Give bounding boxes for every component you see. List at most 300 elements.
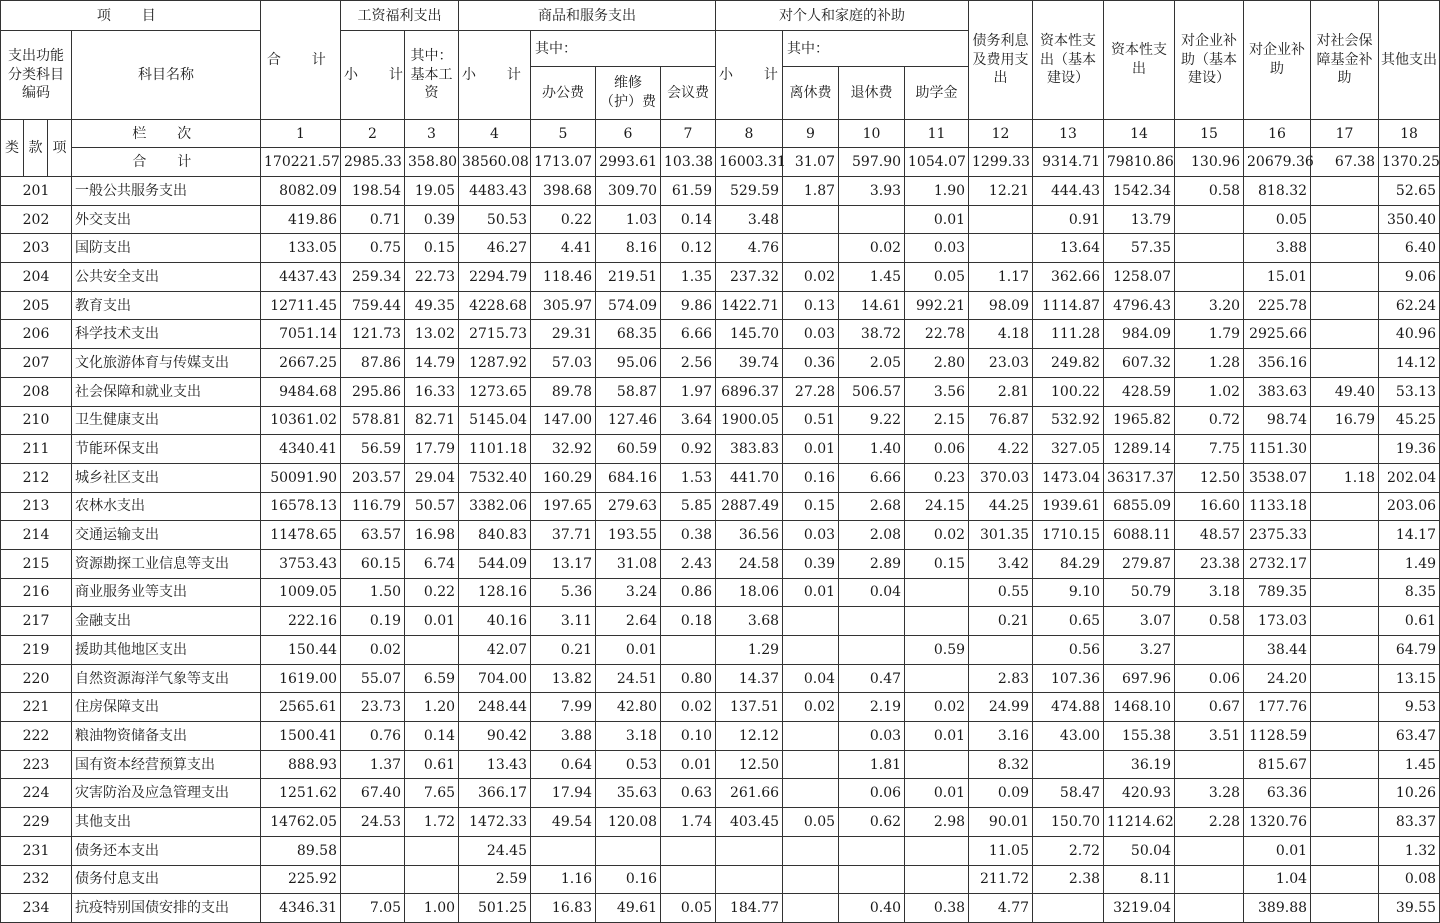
value-cell [1311,722,1379,751]
value-cell: 87.86 [341,349,405,378]
column-number: 5 [531,120,596,148]
value-cell: 36.19 [1104,750,1175,779]
value-cell: 0.72 [1175,406,1244,435]
value-cell [783,636,839,665]
kuan-label: 款 [24,120,48,177]
subject-name: 抗疫特别国债安排的支出 [72,894,261,923]
value-cell: 0.02 [905,521,969,550]
column-number: 7 [661,120,716,148]
table-row [1,521,1440,550]
value-cell: 0.10 [661,722,716,751]
social-security-subsidy-header: 对社会保障基金补助 [1311,1,1379,120]
value-cell: 0.01 [905,779,969,808]
value-cell: 5.85 [661,492,716,521]
value-cell: 173.03 [1244,607,1311,636]
value-cell: 1.04 [1244,865,1311,894]
value-cell: 9.86 [661,291,716,320]
value-cell [905,578,969,607]
table-row [1,607,1440,636]
value-cell: 1.16 [531,865,596,894]
value-cell: 1128.59 [1244,722,1311,751]
value-cell [405,636,459,665]
value-cell: 3538.07 [1244,463,1311,492]
value-cell: 67.40 [341,779,405,808]
value-cell: 0.15 [905,549,969,578]
value-cell: 40.96 [1379,320,1440,349]
value-cell: 398.68 [531,177,596,206]
value-cell: 50.57 [405,492,459,521]
value-cell: 12711.45 [261,291,341,320]
value-cell: 0.01 [783,435,839,464]
value-cell: 0.05 [783,808,839,837]
function-code: 220 [1,664,72,693]
value-cell: 31.08 [596,549,661,578]
value-cell: 23.73 [341,693,405,722]
value-cell [783,750,839,779]
function-code: 223 [1,750,72,779]
value-cell: 0.14 [405,722,459,751]
value-cell: 789.35 [1244,578,1311,607]
value-cell: 19.05 [405,177,459,206]
column-order-row [1,120,1440,148]
value-cell: 1.03 [596,205,661,234]
value-cell: 2.56 [661,349,716,378]
value-cell: 203.57 [341,463,405,492]
value-cell [839,607,905,636]
value-cell [1311,808,1379,837]
value-cell [661,865,716,894]
other-expenditure-header: 其他支出 [1379,1,1440,120]
name-header: 科目名称 [72,31,261,120]
total-cell: 1054.07 [905,148,969,177]
value-cell: 7.99 [531,693,596,722]
value-cell: 3.88 [1244,234,1311,263]
value-cell [1033,750,1104,779]
value-cell: 3.24 [596,578,661,607]
enterprise-subsidy-basic-header: 对企业补助（基本建设） [1175,1,1244,120]
value-cell [1311,320,1379,349]
value-cell: 1.40 [839,435,905,464]
value-cell [1311,636,1379,665]
table-row [1,894,1440,923]
value-cell: 301.35 [969,521,1033,550]
value-cell: 383.63 [1244,377,1311,406]
value-cell: 4340.41 [261,435,341,464]
value-cell: 0.03 [783,521,839,550]
value-cell: 0.38 [661,521,716,550]
value-cell: 0.36 [783,349,839,378]
value-cell: 13.64 [1033,234,1104,263]
value-cell: 225.92 [261,865,341,894]
value-cell: 24.58 [716,549,783,578]
column-number: 8 [716,120,783,148]
value-cell: 60.15 [341,549,405,578]
column-number: 17 [1311,120,1379,148]
value-cell: 38.72 [839,320,905,349]
value-cell: 13.17 [531,549,596,578]
subject-name: 资源勘探工业信息等支出 [72,549,261,578]
value-cell: 0.16 [596,865,661,894]
value-cell: 61.59 [661,177,716,206]
value-cell: 2294.79 [459,263,531,292]
value-cell: 0.58 [1175,177,1244,206]
value-cell: 49.54 [531,808,596,837]
subject-name: 债务付息支出 [72,865,261,894]
value-cell: 0.16 [783,463,839,492]
value-cell: 8.35 [1379,578,1440,607]
value-cell: 0.23 [905,463,969,492]
value-cell: 5145.04 [459,406,531,435]
value-cell: 50.04 [1104,836,1175,865]
value-cell: 7.65 [405,779,459,808]
value-cell: 0.21 [969,607,1033,636]
column-number: 16 [1244,120,1311,148]
value-cell: 18.06 [716,578,783,607]
column-number: 6 [596,120,661,148]
value-cell: 36317.37 [1104,463,1175,492]
xiang-label: 项 [48,120,72,177]
value-cell: 3219.04 [1104,894,1175,923]
value-cell: 1.35 [661,263,716,292]
column-number: 18 [1379,120,1440,148]
subject-name: 科学技术支出 [72,320,261,349]
value-cell [1311,607,1379,636]
table-row [1,779,1440,808]
value-cell: 89.58 [261,836,341,865]
value-cell: 1.97 [661,377,716,406]
value-cell: 1.50 [341,578,405,607]
value-cell: 0.39 [783,549,839,578]
value-cell: 11214.62 [1104,808,1175,837]
value-cell: 50.79 [1104,578,1175,607]
value-cell: 6.40 [1379,234,1440,263]
function-code: 234 [1,894,72,923]
value-cell: 0.21 [531,636,596,665]
value-cell: 111.28 [1033,320,1104,349]
value-cell: 120.08 [596,808,661,837]
value-cell: 1.45 [1379,750,1440,779]
value-cell [905,750,969,779]
value-cell: 428.59 [1104,377,1175,406]
subject-name: 社会保障和就业支出 [72,377,261,406]
value-cell: 697.96 [1104,664,1175,693]
value-cell: 684.16 [596,463,661,492]
value-cell: 501.25 [459,894,531,923]
column-number: 10 [839,120,905,148]
total-cell: 1370.25 [1379,148,1440,177]
value-cell: 840.83 [459,521,531,550]
function-code: 211 [1,435,72,464]
value-cell: 0.86 [661,578,716,607]
value-cell [716,865,783,894]
value-cell [783,205,839,234]
value-cell: 1258.07 [1104,263,1175,292]
value-cell: 24.15 [905,492,969,521]
value-cell: 8.16 [596,234,661,263]
value-cell: 2.08 [839,521,905,550]
value-cell [1311,521,1379,550]
value-cell: 0.02 [783,693,839,722]
subject-name: 教育支出 [72,291,261,320]
grand-total-row [1,148,1440,177]
value-cell: 198.54 [341,177,405,206]
value-cell [969,234,1033,263]
value-cell: 259.34 [341,263,405,292]
function-code: 214 [1,521,72,550]
value-cell: 2.59 [459,865,531,894]
subject-name: 金融支出 [72,607,261,636]
value-cell: 0.53 [596,750,661,779]
value-cell: 0.22 [405,578,459,607]
value-cell: 4.22 [969,435,1033,464]
value-cell: 0.05 [905,263,969,292]
value-cell [783,865,839,894]
value-cell: 52.65 [1379,177,1440,206]
value-cell: 0.06 [1175,664,1244,693]
value-cell: 2925.66 [1244,320,1311,349]
value-cell [596,836,661,865]
value-cell [783,779,839,808]
value-cell: 3.28 [1175,779,1244,808]
value-cell: 992.21 [905,291,969,320]
value-cell: 1.29 [716,636,783,665]
code-header: 支出功能分类科目编码 [1,31,72,120]
value-cell [1311,435,1379,464]
value-cell: 50.53 [459,205,531,234]
function-code: 208 [1,377,72,406]
subsidy-of-which-header: 其中： [783,31,969,67]
subject-name: 自然资源海洋气象等支出 [72,664,261,693]
value-cell: 4346.31 [261,894,341,923]
value-cell: 0.55 [969,578,1033,607]
subject-name: 债务还本支出 [72,836,261,865]
value-cell: 1289.14 [1104,435,1175,464]
value-cell [341,865,405,894]
value-cell: 888.93 [261,750,341,779]
value-cell: 389.88 [1244,894,1311,923]
value-cell: 0.01 [405,607,459,636]
value-cell: 356.16 [1244,349,1311,378]
value-cell: 4228.68 [459,291,531,320]
scholarship-header: 助学金 [905,67,969,120]
table-row [1,750,1440,779]
table-row [1,435,1440,464]
value-cell: 90.01 [969,808,1033,837]
value-cell [783,836,839,865]
value-cell: 1151.30 [1244,435,1311,464]
value-cell: 2887.49 [716,492,783,521]
value-cell: 532.92 [1033,406,1104,435]
value-cell: 0.01 [596,636,661,665]
value-cell [1311,664,1379,693]
value-cell: 76.87 [969,406,1033,435]
value-cell: 89.78 [531,377,596,406]
capital-basic-header: 资本性支出（基本建设） [1033,1,1104,120]
retire-leave-fee-header: 离休费 [783,67,839,120]
value-cell: 0.15 [783,492,839,521]
value-cell: 420.93 [1104,779,1175,808]
value-cell: 6896.37 [716,377,783,406]
value-cell: 16.83 [531,894,596,923]
total-cell: 31.07 [783,148,839,177]
value-cell: 36.56 [716,521,783,550]
value-cell: 9.53 [1379,693,1440,722]
total-cell: 103.38 [661,148,716,177]
value-cell: 1.02 [1175,377,1244,406]
value-cell [1175,263,1244,292]
value-cell: 37.71 [531,521,596,550]
table-row [1,234,1440,263]
value-cell: 3.07 [1104,607,1175,636]
value-cell: 0.02 [783,263,839,292]
table-row [1,492,1440,521]
value-cell: 1251.62 [261,779,341,808]
value-cell: 2.28 [1175,808,1244,837]
table-row [1,463,1440,492]
value-cell: 177.76 [1244,693,1311,722]
value-cell: 279.63 [596,492,661,521]
value-cell: 63.57 [341,521,405,550]
value-cell: 2375.33 [1244,521,1311,550]
value-cell: 1422.71 [716,291,783,320]
value-cell: 0.92 [661,435,716,464]
value-cell: 1.87 [783,177,839,206]
value-cell: 1.17 [969,263,1033,292]
value-cell: 83.37 [1379,808,1440,837]
column-number: 4 [459,120,531,148]
value-cell: 3.93 [839,177,905,206]
value-cell: 5.36 [531,578,596,607]
value-cell: 84.29 [1033,549,1104,578]
value-cell: 10361.02 [261,406,341,435]
value-cell: 17.94 [531,779,596,808]
value-cell: 22.78 [905,320,969,349]
value-cell: 350.40 [1379,205,1440,234]
value-cell: 8.32 [969,750,1033,779]
value-cell [1311,750,1379,779]
value-cell: 3.88 [531,722,596,751]
value-cell: 1287.92 [459,349,531,378]
retirement-fee-header: 退休费 [839,67,905,120]
value-cell: 150.44 [261,636,341,665]
project-header: 项 目 [1,1,261,31]
table-row [1,549,1440,578]
value-cell: 16.60 [1175,492,1244,521]
value-cell: 24.45 [459,836,531,865]
value-cell: 14.12 [1379,349,1440,378]
value-cell: 8082.09 [261,177,341,206]
value-cell: 2.05 [839,349,905,378]
subject-name: 城乡社区支出 [72,463,261,492]
value-cell: 13.43 [459,750,531,779]
table-row [1,722,1440,751]
value-cell: 0.03 [839,722,905,751]
value-cell [661,836,716,865]
value-cell: 0.14 [661,205,716,234]
wage-group-header: 工资福利支出 [341,1,459,31]
value-cell: 441.70 [716,463,783,492]
value-cell: 2.38 [1033,865,1104,894]
value-cell: 3.11 [531,607,596,636]
value-cell: 0.67 [1175,693,1244,722]
value-cell: 0.08 [1379,865,1440,894]
total-col-header: 合 计 [261,1,341,120]
value-cell: 2.98 [905,808,969,837]
repair-fee-header: 维修（护）费 [596,67,661,120]
value-cell: 4.41 [531,234,596,263]
value-cell: 49.61 [596,894,661,923]
value-cell: 160.29 [531,463,596,492]
value-cell: 49.35 [405,291,459,320]
value-cell: 3.48 [716,205,783,234]
value-cell: 98.09 [969,291,1033,320]
total-cell: 358.80 [405,148,459,177]
value-cell: 1965.82 [1104,406,1175,435]
value-cell: 2565.61 [261,693,341,722]
column-number: 9 [783,120,839,148]
function-code: 216 [1,578,72,607]
value-cell: 16.79 [1311,406,1379,435]
total-cell: 597.90 [839,148,905,177]
value-cell: 202.04 [1379,463,1440,492]
table-row [1,177,1440,206]
value-cell: 8.11 [1104,865,1175,894]
table-row [1,205,1440,234]
value-cell: 13.79 [1104,205,1175,234]
column-number: 15 [1175,120,1244,148]
value-cell [1311,836,1379,865]
value-cell: 57.35 [1104,234,1175,263]
value-cell: 1619.00 [261,664,341,693]
value-cell: 1009.05 [261,578,341,607]
total-cell: 20679.36 [1244,148,1311,177]
value-cell: 82.71 [405,406,459,435]
value-cell: 0.61 [405,750,459,779]
value-cell: 1542.34 [1104,177,1175,206]
value-cell: 7.05 [341,894,405,923]
value-cell: 68.35 [596,320,661,349]
function-code: 206 [1,320,72,349]
value-cell: 12.21 [969,177,1033,206]
total-cell: 2985.33 [341,148,405,177]
subject-name: 粮油物资储备支出 [72,722,261,751]
function-code: 210 [1,406,72,435]
subject-name: 交通运输支出 [72,521,261,550]
value-cell: 0.47 [839,664,905,693]
value-cell: 0.40 [839,894,905,923]
value-cell: 403.45 [716,808,783,837]
column-number: 13 [1033,120,1104,148]
value-cell: 23.38 [1175,549,1244,578]
value-cell: 0.64 [531,750,596,779]
function-code: 232 [1,865,72,894]
value-cell [1175,234,1244,263]
value-cell: 419.86 [261,205,341,234]
value-cell: 815.67 [1244,750,1311,779]
value-cell: 506.57 [839,377,905,406]
value-cell: 0.22 [531,205,596,234]
value-cell: 0.05 [661,894,716,923]
total-cell: 16003.31 [716,148,783,177]
table-row [1,808,1440,837]
value-cell: 0.03 [783,320,839,349]
value-cell: 29.04 [405,463,459,492]
total-cell: 67.38 [1311,148,1379,177]
subject-name: 文化旅游体育与传媒支出 [72,349,261,378]
value-cell: 4437.43 [261,263,341,292]
subject-name: 节能环保支出 [72,435,261,464]
value-cell: 19.36 [1379,435,1440,464]
